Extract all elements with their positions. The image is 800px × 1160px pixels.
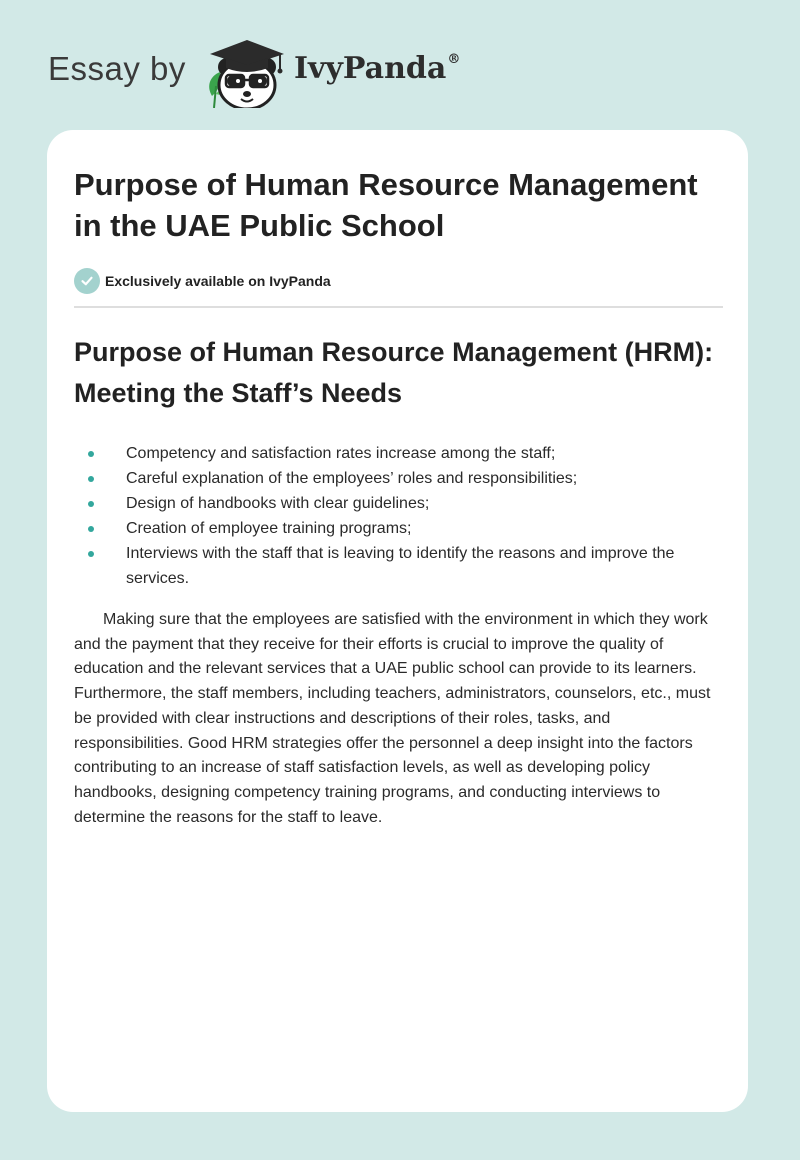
body-paragraph: Making sure that the employees are satisfied with the environment in which they work and the payment that they receive for their efforts is crucial to improve the quality of education and the relevant services that a UAE public school can provide to its learners. Furthermore, the staff members, including teachers, administrators, counselors, etc., must be provided with clear instructions and descriptions of their roles, tasks, and responsibilities. Good HRM strategies offer the personnel a deep insight into the factors contributing to an increase of staff satisfaction levels, as well as developing policy handbooks, designing competency training programs, and conducting interviews to determine the reasons for the staff to leave. bbox=[74, 611, 711, 826]
registered-mark: ® bbox=[447, 52, 461, 67]
list-item-text: Creation of employee training programs; bbox=[126, 520, 412, 537]
list-item-text: Interviews with the staff that is leaving to identify the reasons and improve the services. bbox=[126, 545, 675, 587]
brand-prefix: Essay by bbox=[48, 50, 186, 87]
list-item-text: Competency and satisfaction rates increase among the staff; bbox=[126, 445, 556, 462]
section-heading: Purpose of Human Resource Management (HRM): Meeting the Staff’s Needs bbox=[74, 337, 714, 408]
needs-list bbox=[74, 441, 724, 591]
bullet-icon bbox=[88, 476, 94, 482]
exclusive-badge-text: Exclusively available on IvyPanda bbox=[105, 273, 331, 289]
list-item bbox=[74, 466, 724, 491]
divider bbox=[74, 306, 723, 308]
list-item bbox=[74, 441, 724, 466]
bullet-icon bbox=[88, 526, 94, 532]
bullet-icon bbox=[88, 551, 94, 557]
essay-content bbox=[74, 164, 724, 830]
exclusive-badge bbox=[74, 268, 724, 294]
list-item-text: Careful explanation of the employees’ roles and responsibilities; bbox=[126, 470, 578, 487]
essay-card bbox=[47, 130, 748, 1112]
bullet-icon bbox=[88, 501, 94, 507]
bullet-icon bbox=[88, 451, 94, 457]
list-item bbox=[74, 491, 724, 516]
list-item bbox=[74, 516, 724, 541]
list-item bbox=[74, 541, 724, 591]
panda-graduate-icon bbox=[202, 36, 292, 108]
essay-title: Purpose of Human Resource Management in the UAE Public School bbox=[74, 167, 698, 243]
brand-name: IvyPanda® bbox=[294, 51, 461, 86]
check-icon bbox=[74, 268, 100, 294]
brand-header[interactable] bbox=[48, 36, 468, 108]
list-item-text: Design of handbooks with clear guidelines; bbox=[126, 495, 430, 512]
